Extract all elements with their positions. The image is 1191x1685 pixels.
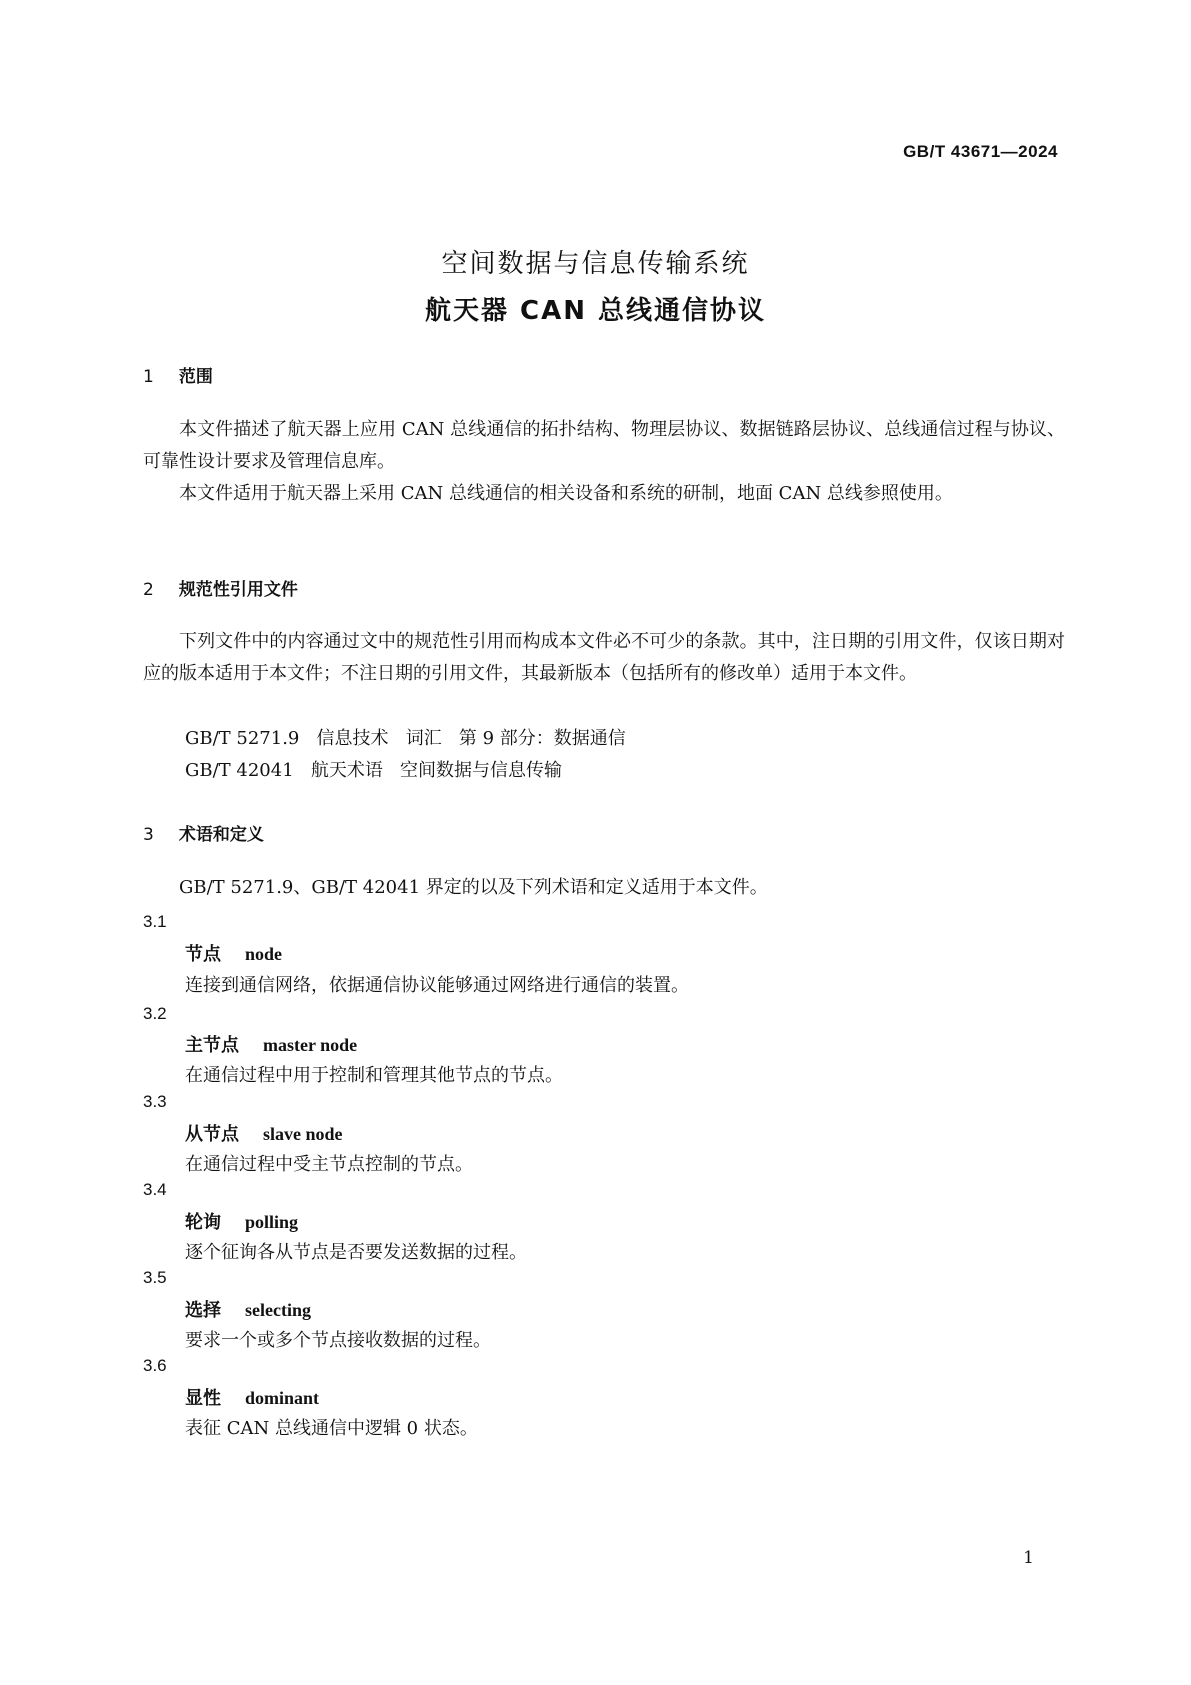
terms-intro: GB/T 5271.9、GB/T 42041 界定的以及下列术语和定义适用于本文件。 xyxy=(179,877,768,898)
term-definition: 逐个征询各从节点是否要发送数据的过程。 xyxy=(185,1242,527,1263)
reference-item: GB/T 5271.9 信息技术 词汇 第 9 部分：数据通信 xyxy=(185,728,626,749)
term-en: slave node xyxy=(263,1124,343,1144)
document-title-line2: 航天器 CAN 总线通信协议 xyxy=(424,296,767,326)
term-definition: 要求一个或多个节点接收数据的过程。 xyxy=(185,1330,491,1351)
section-heading-normative-references xyxy=(143,575,298,600)
section-title: 规范性引用文件 xyxy=(178,580,298,600)
term-heading xyxy=(185,940,282,966)
term-zh: 主节点 xyxy=(185,1035,239,1056)
term-number: 3.4 xyxy=(143,1180,167,1199)
term-zh: 轮询 xyxy=(185,1212,221,1233)
term-number: 3.6 xyxy=(143,1356,167,1375)
section-number: 3 xyxy=(143,825,154,845)
term-en: dominant xyxy=(245,1388,320,1408)
term-heading xyxy=(185,1296,311,1322)
term-en: node xyxy=(245,944,283,964)
scope-paragraph-2: 本文件适用于航天器上采用 CAN 总线通信的相关设备和系统的研制，地面 CAN 总线参照使用。 xyxy=(179,483,953,504)
section-number: 2 xyxy=(143,580,154,600)
term-definition: 在通信过程中用于控制和管理其他节点的节点。 xyxy=(185,1065,563,1086)
document-number: GB/T 43671—2024 xyxy=(903,142,1058,161)
document-title-line1: 空间数据与信息传输系统 xyxy=(441,249,750,279)
term-heading xyxy=(185,1120,343,1146)
term-zh: 选择 xyxy=(185,1300,221,1321)
scope-paragraph-1: 本文件描述了航天器上应用 CAN 总线通信的拓扑结构、物理层协议、数据链路层协议、总线通信过程与协议、可靠性设计要求及管理信息库。 xyxy=(143,419,1065,472)
term-heading xyxy=(185,1208,298,1234)
reference-item: GB/T 42041 航天术语 空间数据与信息传输 xyxy=(185,760,562,781)
term-definition: 表征 CAN 总线通信中逻辑 0 状态。 xyxy=(185,1418,478,1439)
term-number: 3.5 xyxy=(143,1268,167,1287)
section-title: 术语和定义 xyxy=(178,825,264,845)
page-number: 1 xyxy=(1023,1548,1034,1568)
section-number: 1 xyxy=(143,367,154,387)
section-heading-terms xyxy=(143,820,264,845)
term-zh: 从节点 xyxy=(185,1124,239,1145)
normative-paragraph: 下列文件中的内容通过文中的规范性引用而构成本文件必不可少的条款。其中，注日期的引用文件，仅该日期对应的版本适用于本文件；不注日期的引用文件，其最新版本（包括所有的修改单）适用于本文件。 xyxy=(143,631,1065,684)
term-heading xyxy=(185,1384,319,1410)
term-heading xyxy=(185,1031,357,1057)
term-number: 3.1 xyxy=(143,912,167,931)
term-zh: 节点 xyxy=(185,944,221,965)
term-en: selecting xyxy=(245,1300,311,1320)
section-title: 范围 xyxy=(178,367,213,387)
term-definition: 在通信过程中受主节点控制的节点。 xyxy=(185,1154,473,1175)
term-number: 3.3 xyxy=(143,1092,167,1111)
term-definition: 连接到通信网络，依据通信协议能够通过网络进行通信的装置。 xyxy=(185,975,689,996)
section-heading-scope xyxy=(143,362,213,387)
term-number: 3.2 xyxy=(143,1004,167,1023)
term-en: polling xyxy=(245,1212,299,1232)
term-en: master node xyxy=(263,1035,358,1055)
term-zh: 显性 xyxy=(185,1388,221,1409)
